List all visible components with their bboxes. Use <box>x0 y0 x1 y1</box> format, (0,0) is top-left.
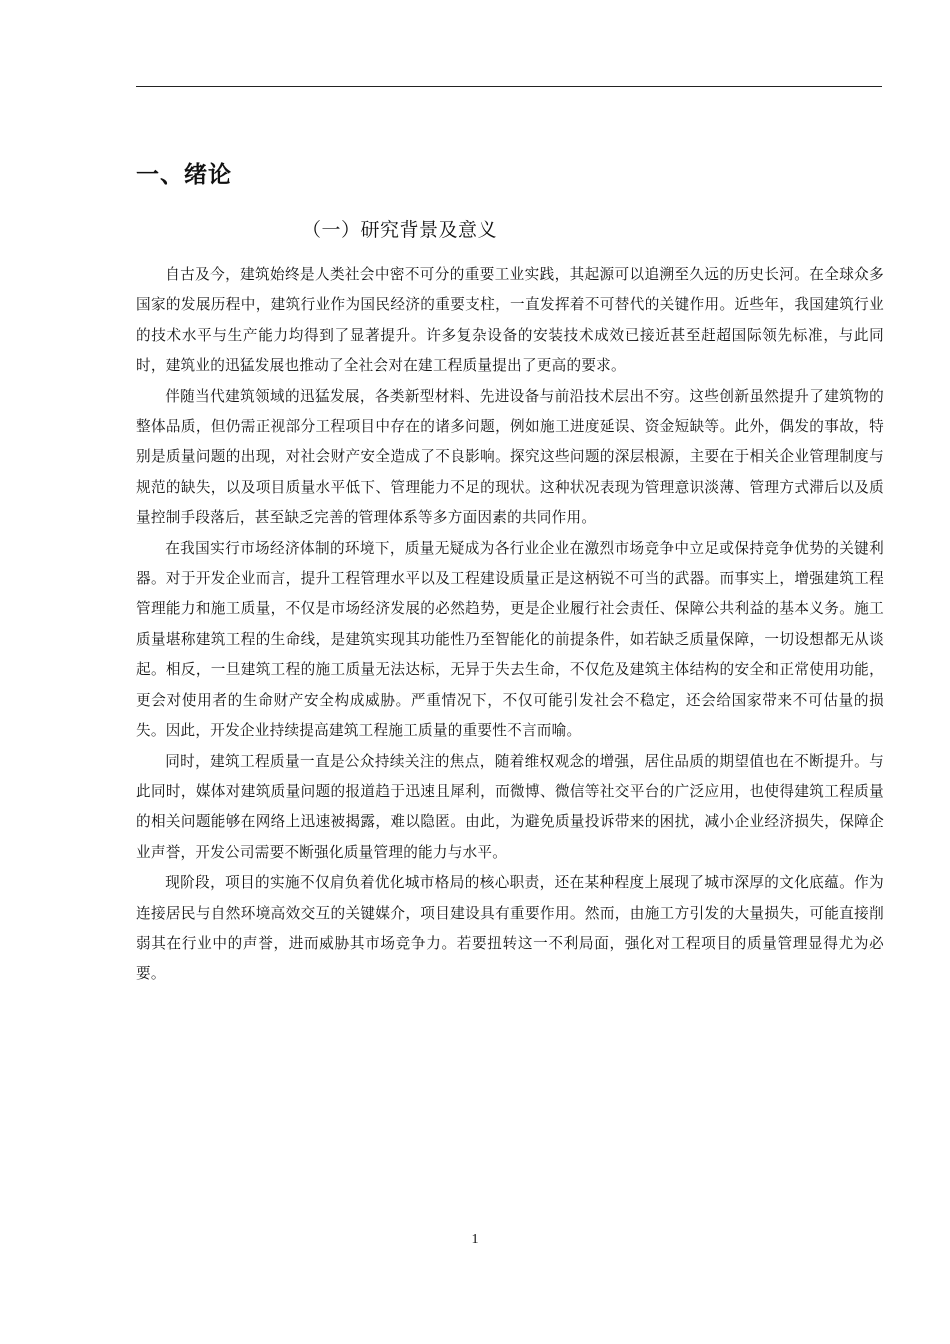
paragraph-3: 在我国实行市场经济体制的环境下，质量无疑成为各行业企业在激烈市场竞争中立足或保持竞争优势的关键利器。对于开发企业而言，提升工程管理水平以及工程建设质量正是这柄锐不可当的武器。而事实上，增强建筑工程管理能力和施工质量，不仅是市场经济发展的必然趋势，更是企业履行社会责任、保障公共利益的基本义务。施工质量堪称建筑工程的生命线，是建筑实现其功能性乃至智能化的前提条件，如若缺乏质量保障，一切设想都无从谈起。相反，一旦建筑工程的施工质量无法达标，无异于失去生命，不仅危及建筑主体结构的安全和正常使用功能，更会对使用者的生命财产安全构成威胁。严重情况下，不仅可能引发社会不稳定，还会给国家带来不可估量的损失。因此，开发企业持续提高建筑工程施工质量的重要性不言而喻。 <box>136 539 884 740</box>
body-text <box>136 260 884 990</box>
chapter-title: 一、绪论 <box>136 162 232 188</box>
paragraph-1: 自古及今，建筑始终是人类社会中密不可分的重要工业实践，其起源可以追溯至久远的历史长河。在全球众多国家的发展历程中，建筑行业作为国民经济的重要支柱，一直发挥着不可替代的关键作用。近些年，我国建筑行业的技术水平与生产能力均得到了显著提升。许多复杂设备的安装技术成效已接近甚至赶超国际领先标准，与此同时，建筑业的迅猛发展也推动了全社会对在建工程质量提出了更高的要求。 <box>136 266 884 375</box>
section-title: （一）研究背景及意义 <box>302 219 498 241</box>
paragraph-2: 伴随当代建筑领域的迅猛发展，各类新型材料、先进设备与前沿技术层出不穷。这些创新虽然提升了建筑物的整体品质，但仍需正视部分工程项目中存在的诸多问题，例如施工进度延误、资金短缺等。此外，偶发的事故，特别是质量问题的出现，对社会财产安全造成了不良影响。探究这些问题的深层根源，主要在于相关企业管理制度与规范的缺失，以及项目质量水平低下、管理能力不足的现状。这种状况表现为管理意识淡薄、管理方式滞后以及质量控制手段落后，甚至缺乏完善的管理体系等多方面因素的共同作用。 <box>136 387 884 527</box>
paragraph-5: 现阶段，项目的实施不仅肩负着优化城市格局的核心职责，还在某种程度上展现了城市深厚的文化底蕴。作为连接居民与自然环境高效交互的关键媒介，项目建设具有重要作用。然而，由施工方引发的大量损失，可能直接削弱其在行业中的声誉，进而威胁其市场竞争力。若要扭转这一不利局面，强化对工程项目的质量管理显得尤为必要。 <box>136 874 884 983</box>
header-rule <box>136 86 882 87</box>
page-number: 1 <box>471 1232 479 1247</box>
paragraph-4: 同时，建筑工程质量一直是公众持续关注的焦点，随着维权观念的增强，居住品质的期望值也在不断提升。与此同时，媒体对建筑质量问题的报道趋于迅速且犀利，而微博、微信等社交平台的广泛应用，也使得建筑工程质量的相关问题能够在网络上迅速被揭露，难以隐匿。由此，为避免质量投诉带来的困扰，减小企业经济损失，保障企业声誉，开发公司需要不断强化质量管理的能力与水平。 <box>136 752 884 861</box>
